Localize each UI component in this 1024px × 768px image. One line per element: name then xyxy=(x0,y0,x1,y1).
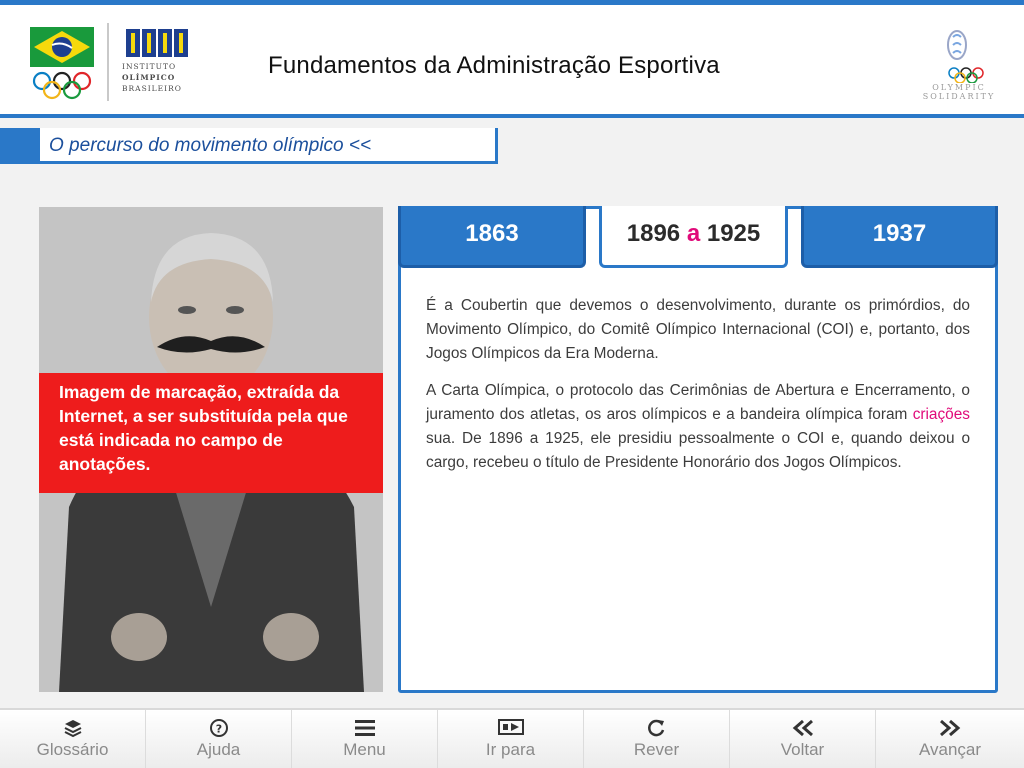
criacoes-highlight: criações xyxy=(912,406,970,423)
image-placeholder-note xyxy=(39,373,383,493)
content-paragraph-2-before: A Carta Olímpica, o protocolo das Cerimônias de Abertura e Encerramento, o juramento dos atletas, os aros olímpicos e a bandeira olímpica foram xyxy=(426,382,970,423)
back-icon xyxy=(730,710,875,740)
footer-nav xyxy=(0,708,1024,768)
help-icon xyxy=(146,710,291,740)
image-placeholder-note-text: Imagem de marcação, extraída da Internet, a ser substituída pela que está indicada no campo de anotações. xyxy=(59,382,348,474)
olympic-solidarity-logo xyxy=(918,27,1000,105)
iob-logo xyxy=(122,27,192,103)
svg-text:?: ? xyxy=(215,722,222,736)
olympic-solidarity-text: OLYMPIC SOLIDARITY xyxy=(922,83,996,101)
tab-1896-1925[interactable] xyxy=(599,206,788,268)
tab-1863-label: 1863 xyxy=(465,220,519,247)
nav-rever-label: Rever xyxy=(633,740,680,759)
nav-voltar-label: Voltar xyxy=(780,740,825,759)
tab-1863[interactable] xyxy=(398,206,586,268)
layers-icon xyxy=(0,710,145,740)
iob-logo-text: INSTITUTO OLÍMPICO BRASILEIRO xyxy=(122,62,182,93)
content-text xyxy=(426,294,970,488)
tab-1896-start: 1896 xyxy=(626,220,681,247)
section-title[interactable]: O percurso do movimento olímpico << xyxy=(49,135,372,156)
tab-1937[interactable] xyxy=(801,206,998,268)
forward-icon xyxy=(876,710,1024,740)
section-bar xyxy=(0,128,498,164)
nav-ir-para-button[interactable] xyxy=(438,710,584,768)
nav-rever-button[interactable] xyxy=(584,710,730,768)
goto-icon xyxy=(438,710,583,740)
rewind-icon xyxy=(584,710,729,740)
nav-menu-label: Menu xyxy=(343,740,386,759)
header-divider xyxy=(107,23,109,101)
tab-1896-a: a xyxy=(686,220,701,247)
content-paragraph-1: É a Coubertin que devemos o desenvolvimento, durante os primórdios, do Movimento Olímpico, do Comitê Olímpico Internacional (COI) e, portanto, dos Jogos Olímpicos da Era Moderna. xyxy=(426,297,970,362)
content-paragraph-2-after: sua. De 1896 a 1925, ele presidiu pessoalmente o COI e, quando deixou o cargo, recebeu o título de Presidente Honorário dos Jogos Olímpicos. xyxy=(426,430,970,471)
menu-icon xyxy=(292,710,437,740)
nav-menu-button[interactable] xyxy=(292,710,438,768)
tab-1937-label: 1937 xyxy=(872,220,927,247)
nav-ir-para-label: Ir para xyxy=(485,740,536,759)
header xyxy=(0,5,1024,118)
page-title: Fundamentos da Administração Esportiva xyxy=(268,52,720,79)
content-paragraph-2 xyxy=(426,379,970,475)
nav-glossario-label: Glossário xyxy=(36,740,109,759)
nav-voltar-button[interactable] xyxy=(730,710,876,768)
nav-avancar-label: Avançar xyxy=(918,740,982,759)
nav-glossario-button[interactable] xyxy=(0,710,146,768)
brazil-flag-olympic-logo xyxy=(30,27,94,101)
nav-avancar-button[interactable] xyxy=(876,710,1024,768)
nav-ajuda-label: Ajuda xyxy=(196,740,241,759)
nav-ajuda-button[interactable] xyxy=(146,710,292,768)
tab-1896-end: 1925 xyxy=(706,220,761,247)
